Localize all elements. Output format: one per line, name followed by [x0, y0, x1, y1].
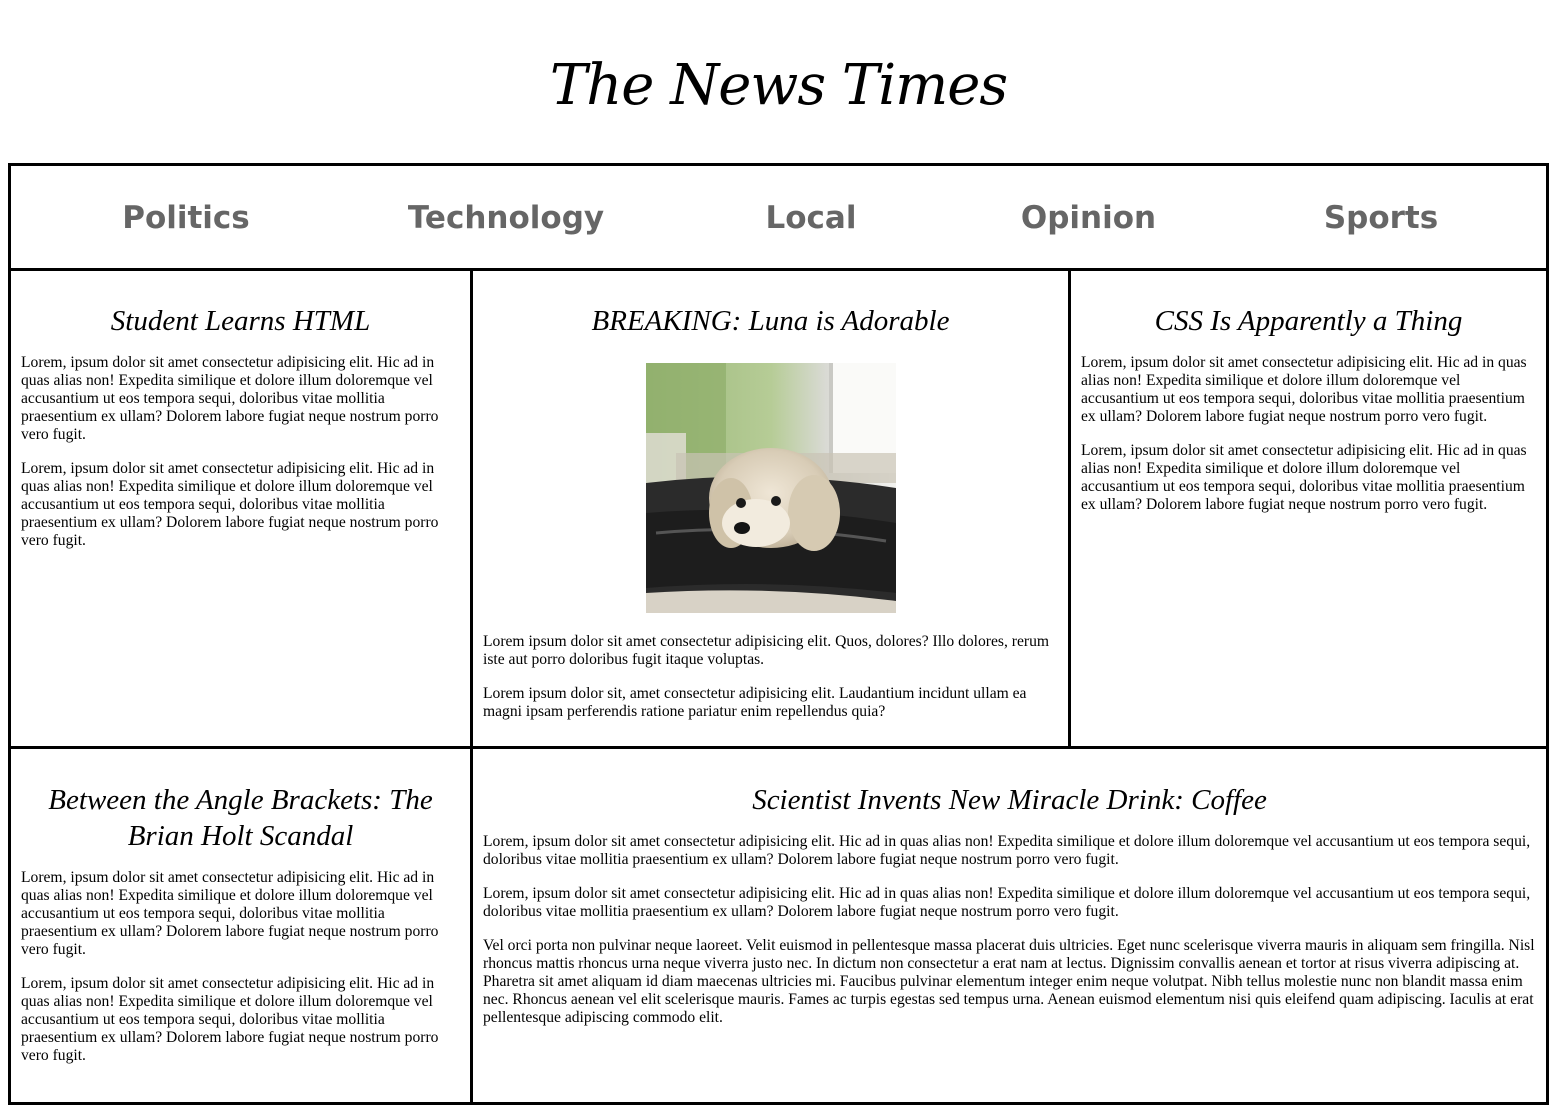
nav-item-sports[interactable]: Sports [1323, 200, 1439, 236]
article-paragraph: Lorem, ipsum dolor sit amet consectetur adipisicing elit. Hic ad in quas alias non! Expedita similique et dolore illum doloremque vel accusantium ut eos tempora sequi, doloribus vitae mollitia praesentium ex ullam? Dolorem labore fugiat neque nostrum porro vero fugit. [21, 354, 439, 443]
nav-item-technology[interactable]: Technology [407, 200, 605, 236]
article-paragraph: Vel orci porta non pulvinar neque laoreet. Velit euismod in pellentesque massa placerat duis ultricies. Eget nunc scelerisque viverra mauris in aliquam sem fringilla. Nisl rhoncus mattis rhoncus urna neque viverra justo nec. In dictum non consectetur a erat nam at lectus. Dignissim convallis aenean et tortor at risus viverra adipiscing at. Pharetra sit amet aliquam id diam maecenas ultricies mi. Faucibus pulvinar elementum integer enim neque volutpat. Nibh tellus molestie nunc non blandit massa enim nec. Rhoncus aenean vel elit scelerisque mauris. Fames ac turpis egestas sed tempus urna. Aenean euismod elementum nisi quis eleifend quam adipiscing. Iaculis at erat pellentesque adipiscing commodo elit. [483, 937, 1535, 1026]
article-title: BREAKING: Luna is Adorable [591, 305, 950, 337]
article-title: Scientist Invents New Miracle Drink: Coffee [752, 784, 1267, 816]
nav-item-politics[interactable]: Politics [122, 200, 250, 236]
article-paragraph: Lorem, ipsum dolor sit amet consectetur adipisicing elit. Hic ad in quas alias non! Expedita similique et dolore illum doloremque vel accusantium ut eos tempora sequi, doloribus vitae mollitia praesentium ex ullam? Dolorem labore fugiat neque nostrum porro vero fugit. [1081, 442, 1527, 513]
article-paragraph: Lorem, ipsum dolor sit amet consectetur adipisicing elit. Hic ad in quas alias non! Expedita similique et dolore illum doloremque vel accusantium ut eos tempora sequi, doloribus vitae mollitia praesentium ex ullam? Dolorem labore fugiat neque nostrum porro vero fugit. [483, 885, 1531, 920]
site-title: The News Times [549, 53, 1008, 118]
dog-photo [646, 363, 896, 613]
article-angle-brackets [11, 782, 470, 1081]
newspaper-grid [8, 163, 1549, 1105]
masthead [0, 0, 1557, 163]
nav-item-opinion[interactable]: Opinion [1020, 200, 1157, 236]
nav-item-local[interactable]: Local [765, 200, 857, 236]
article-paragraph: Lorem, ipsum dolor sit amet consectetur adipisicing elit. Hic ad in quas alias non! Expedita similique et dolore illum doloremque vel accusantium ut eos tempora sequi, doloribus vitae mollitia praesentium ex ullam? Dolorem labore fugiat neque nostrum porro vero fugit. [21, 975, 439, 1064]
dog-photo-image [646, 363, 896, 613]
article-luna-is-adorable [473, 303, 1068, 743]
divider [11, 746, 1546, 749]
article-title: Between the Angle Brackets: The Brian Holt Scandal [48, 784, 433, 852]
article-paragraph: Lorem ipsum dolor sit amet consectetur adipisicing elit. Quos, dolores? Illo dolores, rerum iste aut porro doloribus fugit itaque voluptas. [483, 633, 1050, 668]
article-paragraph: Lorem, ipsum dolor sit amet consectetur adipisicing elit. Hic ad in quas alias non! Expedita similique et dolore illum doloremque vel accusantium ut eos tempora sequi, doloribus vitae mollitia praesentium ex ullam? Dolorem labore fugiat neque nostrum porro vero fugit. [1081, 354, 1527, 425]
article-paragraph: Lorem ipsum dolor sit, amet consectetur adipisicing elit. Laudantium incidunt ullam ea magni ipsam perferendis ratione pariatur enim repellendus quia? [483, 685, 1027, 720]
article-paragraph: Lorem, ipsum dolor sit amet consectetur adipisicing elit. Hic ad in quas alias non! Expedita similique et dolore illum doloremque vel accusantium ut eos tempora sequi, doloribus vitae mollitia praesentium ex ullam? Dolorem labore fugiat neque nostrum porro vero fugit. [21, 460, 439, 549]
section-nav [11, 166, 1546, 271]
article-paragraph: Lorem, ipsum dolor sit amet consectetur adipisicing elit. Hic ad in quas alias non! Expedita similique et dolore illum doloremque vel accusantium ut eos tempora sequi, doloribus vitae mollitia praesentium ex ullam? Dolorem labore fugiat neque nostrum porro vero fugit. [21, 869, 439, 958]
article-paragraph: Lorem, ipsum dolor sit amet consectetur adipisicing elit. Hic ad in quas alias non! Expedita similique et dolore illum doloremque vel accusantium ut eos tempora sequi, doloribus vitae mollitia praesentium ex ullam? Dolorem labore fugiat neque nostrum porro vero fugit. [483, 833, 1531, 868]
article-miracle-drink-coffee [473, 782, 1546, 1043]
article-title: Student Learns HTML [110, 305, 371, 337]
article-css-is-a-thing [1071, 303, 1546, 530]
article-title: CSS Is Apparently a Thing [1154, 305, 1463, 337]
article-student-learns-html [11, 303, 470, 566]
